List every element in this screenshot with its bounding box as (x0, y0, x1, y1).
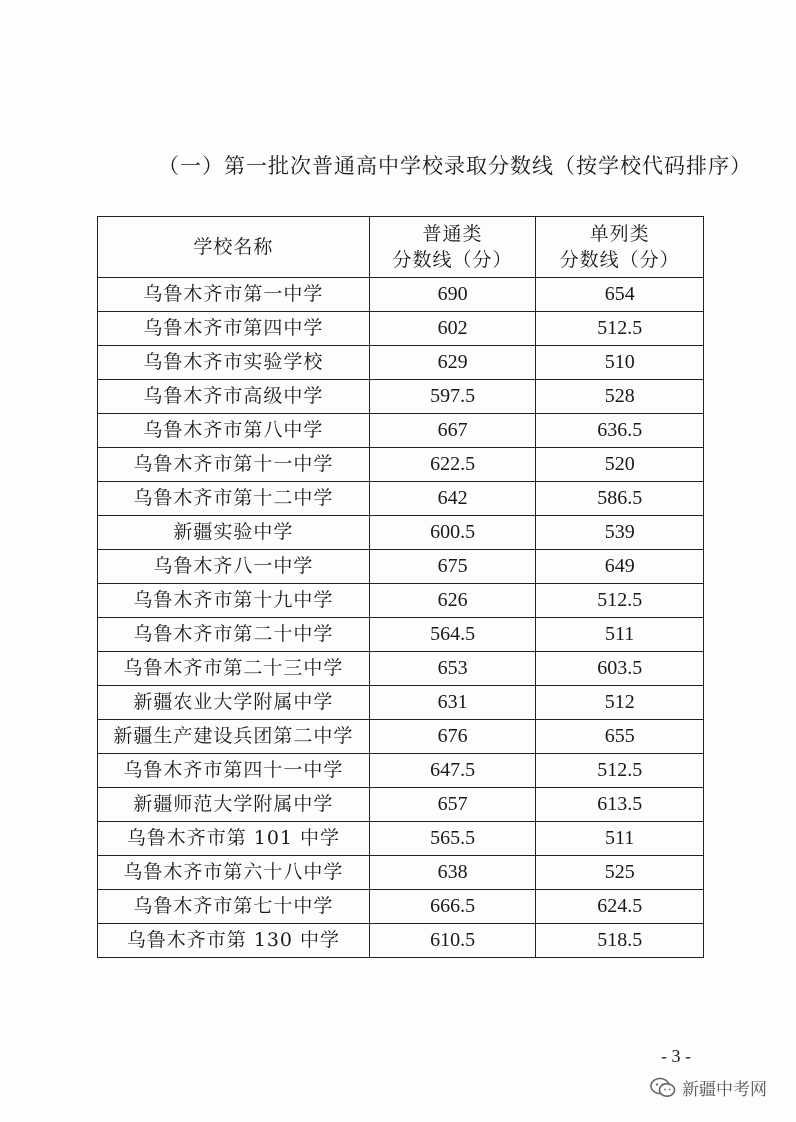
watermark (650, 1075, 767, 1100)
regular-score-cell: 653 (369, 652, 536, 686)
single-score-cell: 586.5 (536, 482, 704, 516)
single-score-cell: 512.5 (536, 312, 704, 346)
single-score-cell: 511 (536, 618, 704, 652)
table-row (98, 618, 704, 652)
table-row (98, 448, 704, 482)
regular-score-cell: 610.5 (369, 924, 536, 958)
table-row (98, 686, 704, 720)
single-score-cell: 511 (536, 822, 704, 856)
table-row (98, 652, 704, 686)
table-row (98, 788, 704, 822)
regular-score-cell: 629 (369, 346, 536, 380)
header-single-unit: 分数线（分） (559, 249, 680, 271)
table-row (98, 380, 704, 414)
section-heading: （一）第一批次普通高中学校录取分数线（按学校代码排序） (158, 154, 752, 178)
single-score-cell: 528 (536, 380, 704, 414)
school-name-cell: 乌鲁木齐市第十九中学 (98, 584, 370, 618)
school-name-cell: 乌鲁木齐市实验学校 (98, 346, 370, 380)
table-body (98, 278, 704, 958)
header-school-name: 学校名称 (98, 217, 370, 278)
header-regular-unit: 分数线（分） (392, 249, 513, 271)
single-score-cell: 525 (536, 856, 704, 890)
single-score-cell: 624.5 (536, 890, 704, 924)
header-regular-score (369, 217, 536, 278)
school-name-cell: 乌鲁木齐市第七十中学 (98, 890, 370, 924)
regular-score-cell: 565.5 (369, 822, 536, 856)
single-score-cell: 636.5 (536, 414, 704, 448)
regular-score-cell: 638 (369, 856, 536, 890)
regular-score-cell: 667 (369, 414, 536, 448)
school-name-cell: 新疆师范大学附属中学 (98, 788, 370, 822)
table-row (98, 550, 704, 584)
table-row (98, 890, 704, 924)
table-header-row (98, 217, 704, 278)
regular-score-cell: 690 (369, 278, 536, 312)
single-score-cell: 649 (536, 550, 704, 584)
single-score-cell: 512.5 (536, 584, 704, 618)
single-score-cell: 510 (536, 346, 704, 380)
table-row (98, 754, 704, 788)
single-score-cell: 655 (536, 720, 704, 754)
school-name-cell: 乌鲁木齐市第二十三中学 (98, 652, 370, 686)
table-row (98, 414, 704, 448)
school-name-cell: 新疆农业大学附属中学 (98, 686, 370, 720)
school-name-cell: 乌鲁木齐市第十二中学 (98, 482, 370, 516)
school-name-cell: 乌鲁木齐市第十一中学 (98, 448, 370, 482)
single-score-cell: 518.5 (536, 924, 704, 958)
school-name-cell: 新疆实验中学 (98, 516, 370, 550)
regular-score-cell: 600.5 (369, 516, 536, 550)
single-score-cell: 539 (536, 516, 704, 550)
school-name-cell: 乌鲁木齐市第 101 中学 (98, 822, 370, 856)
header-regular-title: 普通类 (422, 223, 483, 245)
regular-score-cell: 564.5 (369, 618, 536, 652)
school-name-cell: 新疆生产建设兵团第二中学 (98, 720, 370, 754)
regular-score-cell: 597.5 (369, 380, 536, 414)
school-name-cell: 乌鲁木齐市第一中学 (98, 278, 370, 312)
admission-score-table (97, 216, 704, 958)
single-score-cell: 603.5 (536, 652, 704, 686)
page-number: - 3 - (661, 1046, 691, 1066)
table-row (98, 584, 704, 618)
regular-score-cell: 675 (369, 550, 536, 584)
single-score-cell: 512 (536, 686, 704, 720)
watermark-text: 新疆中考网 (682, 1080, 767, 1100)
regular-score-cell: 647.5 (369, 754, 536, 788)
school-name-cell: 乌鲁木齐市高级中学 (98, 380, 370, 414)
regular-score-cell: 642 (369, 482, 536, 516)
school-name-cell: 乌鲁木齐市第八中学 (98, 414, 370, 448)
school-name-cell: 乌鲁木齐市第二十中学 (98, 618, 370, 652)
table-row (98, 822, 704, 856)
table-row (98, 312, 704, 346)
table-row (98, 924, 704, 958)
header-single-title: 单列类 (589, 223, 650, 245)
regular-score-cell: 666.5 (369, 890, 536, 924)
wechat-icon (650, 1077, 676, 1099)
school-name-cell: 乌鲁木齐市第四十一中学 (98, 754, 370, 788)
regular-score-cell: 602 (369, 312, 536, 346)
single-score-cell: 613.5 (536, 788, 704, 822)
table-row (98, 278, 704, 312)
regular-score-cell: 626 (369, 584, 536, 618)
school-name-cell: 乌鲁木齐市第 130 中学 (98, 924, 370, 958)
single-score-cell: 512.5 (536, 754, 704, 788)
regular-score-cell: 657 (369, 788, 536, 822)
school-name-cell: 乌鲁木齐八一中学 (98, 550, 370, 584)
table-row (98, 516, 704, 550)
single-score-cell: 520 (536, 448, 704, 482)
regular-score-cell: 622.5 (369, 448, 536, 482)
school-name-cell: 乌鲁木齐市第四中学 (98, 312, 370, 346)
regular-score-cell: 676 (369, 720, 536, 754)
regular-score-cell: 631 (369, 686, 536, 720)
table-row (98, 856, 704, 890)
single-score-cell: 654 (536, 278, 704, 312)
table-row (98, 346, 704, 380)
header-single-score (536, 217, 704, 278)
school-name-cell: 乌鲁木齐市第六十八中学 (98, 856, 370, 890)
table-row (98, 482, 704, 516)
table-row (98, 720, 704, 754)
